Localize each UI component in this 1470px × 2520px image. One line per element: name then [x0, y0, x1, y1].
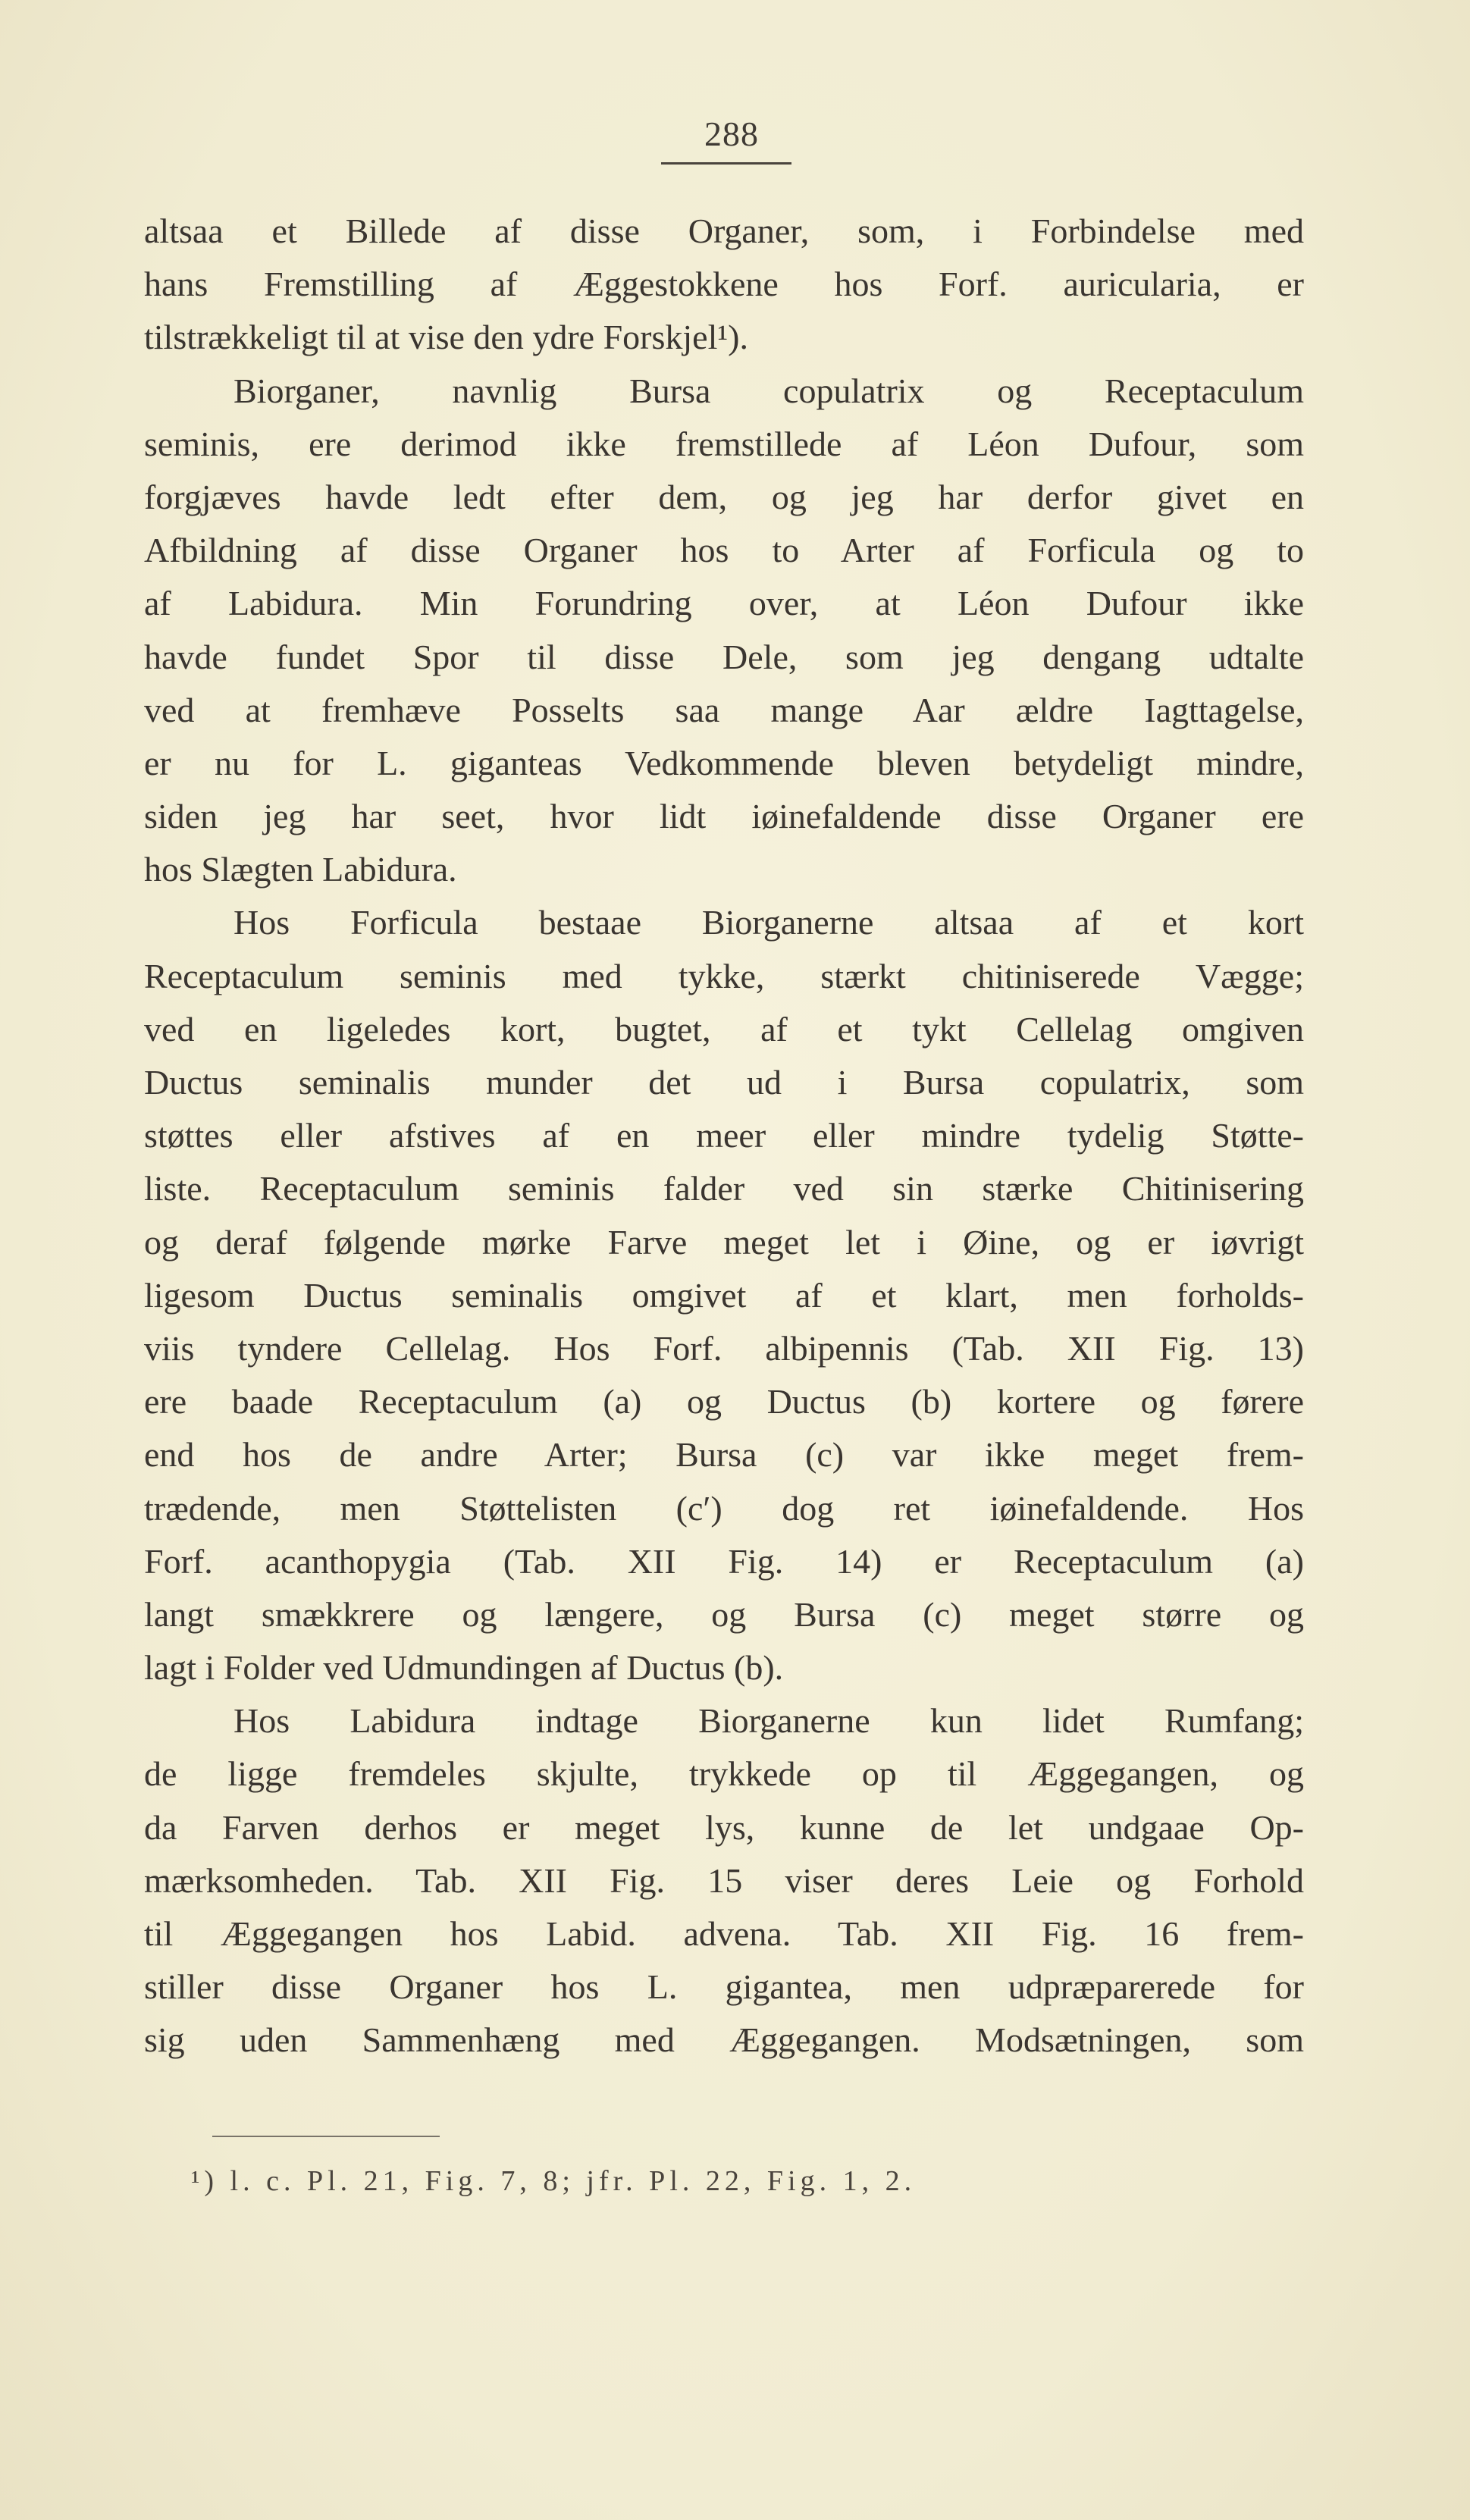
text-line: stiller disse Organer hos L. gigantea, men udpræparerede for: [144, 1967, 1304, 2007]
text-line: til Æggegangen hos Labid. advena. Tab. XII Fig. 16 frem-: [144, 1914, 1304, 1953]
text-line: trædende, men Støttelisten (c′) dog ret iøinefaldende. Hos: [144, 1488, 1304, 1528]
text-line: Receptaculum seminis med tykke, stærkt chitiniserede Vægge;: [144, 956, 1304, 995]
text-line: forgjæves havde ledt efter dem, og jeg har derfor givet en: [144, 477, 1304, 516]
text-line: lagt i Folder ved Udmundingen af Ductus (b).: [144, 1648, 784, 1688]
text-line: Ductus seminalis munder det ud i Bursa copulatrix, som: [144, 1063, 1304, 1102]
text-line: er nu for L. giganteas Vedkommende bleven betydeligt mindre,: [144, 743, 1304, 782]
footnote-rule: [212, 2136, 440, 2137]
text-line: da Farven derhos er meget lys, kunne de let undgaae Op-: [144, 1807, 1304, 1847]
text-line: hos Slægten Labidura.: [144, 850, 457, 889]
text-line: ved at fremhæve Posselts saa mange Aar ældre Iagttagelse,: [144, 690, 1304, 729]
text-line: Forf. acanthopygia (Tab. XII Fig. 14) er Receptaculum (a): [144, 1541, 1304, 1581]
text-line: Afbildning af disse Organer hos to Arter af Forficula og to: [144, 531, 1304, 570]
text-line: sig uden Sammenhæng med Æggegangen. Modsætningen, som: [144, 2020, 1304, 2060]
footnote: ¹) l. c. Pl. 21, Fig. 7, 8; jfr. Pl. 22, Fig. 1, 2.: [191, 2165, 917, 2197]
text-line: Hos Forficula bestaae Biorganerne altsaa af et kort: [234, 903, 1304, 942]
text-line: og deraf følgende mørke Farve meget let i Øine, og er iøvrigt: [144, 1222, 1304, 1262]
text-line: Hos Labidura indtage Biorganerne kun lidet Rumfang;: [234, 1701, 1304, 1741]
page-number: 288: [704, 114, 759, 153]
text-line: altsaa et Billede af disse Organer, som, i Forbindelse med: [144, 212, 1304, 250]
text-line: hans Fremstilling af Æggestokkene hos Forf. auricularia, er: [144, 265, 1304, 304]
text-line: viis tyndere Cellelag. Hos Forf. albipennis (Tab. XII Fig. 13): [144, 1328, 1304, 1368]
text-line: ved en ligeledes kort, bugtet, af et tykt Cellelag omgiven: [144, 1009, 1304, 1048]
text-line: støttes eller afstives af en meer eller mindre tydelig Støtte-: [144, 1116, 1304, 1155]
body-text: [144, 205, 1304, 2067]
text-line: mærksomheden. Tab. XII Fig. 15 viser deres Leie og Forhold: [144, 1860, 1304, 1900]
text-line: end hos de andre Arter; Bursa (c) var ikke meget frem-: [144, 1435, 1304, 1475]
text-line: siden jeg har seet, hvor lidt iøinefaldende disse Organer ere: [144, 797, 1304, 836]
text-line: tilstrækkeligt til at vise den ydre Forskjel¹).: [144, 318, 748, 357]
text-line: af Labidura. Min Forundring over, at Léon Dufour ikke: [144, 584, 1304, 623]
text-line: langt smækkrere og længere, og Bursa (c) meget større og: [144, 1594, 1304, 1634]
text-line: seminis, ere derimod ikke fremstillede af Léon Dufour, som: [144, 424, 1304, 463]
text-line: ere baade Receptaculum (a) og Ductus (b) kortere og førere: [144, 1382, 1304, 1421]
text-line: liste. Receptaculum seminis falder ved sin stærke Chitinisering: [144, 1169, 1304, 1208]
header-rule: [661, 162, 791, 165]
text-line: ligesom Ductus seminalis omgivet af et klart, men forholds-: [144, 1275, 1304, 1315]
text-line: de ligge fremdeles skjulte, trykkede op til Æggegangen, og: [144, 1754, 1304, 1794]
text-line: havde fundet Spor til disse Dele, som jeg dengang udtalte: [144, 637, 1304, 676]
text-line: Biorganer, navnlig Bursa copulatrix og Receptaculum: [234, 371, 1304, 410]
